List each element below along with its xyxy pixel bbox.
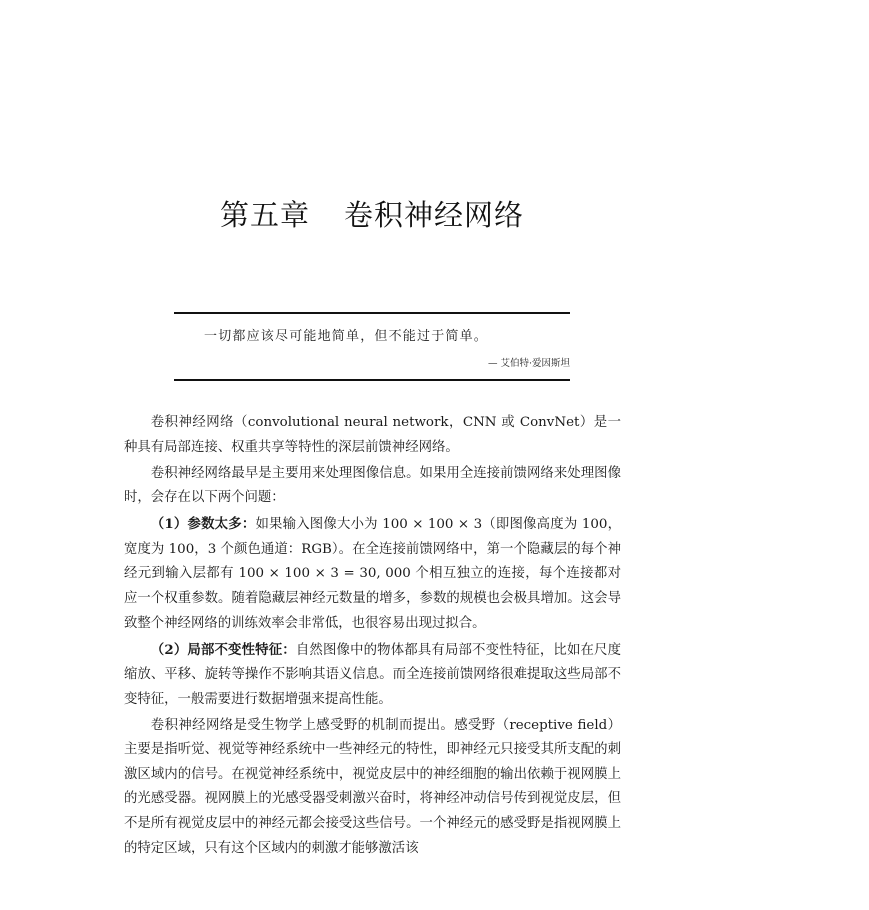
chapter-number: 第五章 bbox=[220, 198, 311, 232]
epigraph-bottom-rule bbox=[174, 379, 570, 381]
problem-2-text: 自然图像中的物体都具有局部不变性特征，比如在尺度缩放、平移、旋转等操作不影响其语义信息。而全连接前馈网络很难提取这些局部不变特征，一般需要进行数据增强来提高性能。 bbox=[124, 642, 622, 707]
problem-1-keyword: 参数太多： bbox=[187, 517, 256, 533]
paragraph-problems: 卷积神经网络最早是主要用来处理图像信息。如果用全连接前馈网络来处理图像时，会存在以下两个问题： bbox=[124, 465, 621, 506]
paragraph-intro: 卷积神经网络（convolutional neural network，CNN 或 ConvNet）是一种具有局部连接、权重共享等特性的深层前馈神经网络。 bbox=[124, 415, 621, 455]
problem-2-keyword: 局部不变性特征： bbox=[187, 642, 296, 658]
chapter-heading bbox=[220, 193, 524, 234]
problem-1-label: （1） bbox=[150, 516, 188, 533]
paragraph-receptive-field: 卷积神经网络是受生物学上感受野的机制而提出。感受野（receptive field）主要是指听觉、视觉等神经系统中一些神经元的特性，即神经元只接受其所支配的刺激区域内的信号。在视觉神经系统中，视觉皮层中的神经细胞的输出依赖于视网膜上的光感受器。视网膜上的光感受器受刺激兴奋时，将神经冲动信号传到视觉皮层，但不是所有视觉皮层中的神经元都会接受这些信号。一个神经元的感受野是指视网膜上的特定区域，只有这个区域内的刺激才能够激活该 bbox=[124, 717, 621, 856]
chapter-body bbox=[124, 411, 621, 861]
problem-1-text: 如果输入图像大小为 100 × 100 × 3（即图像高度为 100，宽度为 100，3 个颜色通道：RGB）。在全连接前馈网络中，第一个隐藏层的每个神经元到输入层都有 100 × 100 × 3 = 30, 000 个相互独立的连接，每个连接都对应一个权重参数。随着隐藏层神经元数量的增多，参数的规模也会极具增加。这会导致整个神经网络的训练效率会非常低，也很容易出现过拟合。 bbox=[124, 517, 622, 631]
epigraph-attribution: — 艾伯特·爱因斯坦 bbox=[487, 358, 570, 369]
problem-2-label: （2） bbox=[150, 641, 188, 658]
paragraph-problem-1 bbox=[124, 512, 621, 637]
chapter-title: 卷积神经网络 bbox=[344, 198, 525, 232]
paragraph-problem-2 bbox=[124, 638, 621, 714]
epigraph-top-rule bbox=[174, 312, 570, 314]
epigraph-quote: 一切都应该尽可能地简单，但不能过于简单。 bbox=[204, 329, 489, 344]
